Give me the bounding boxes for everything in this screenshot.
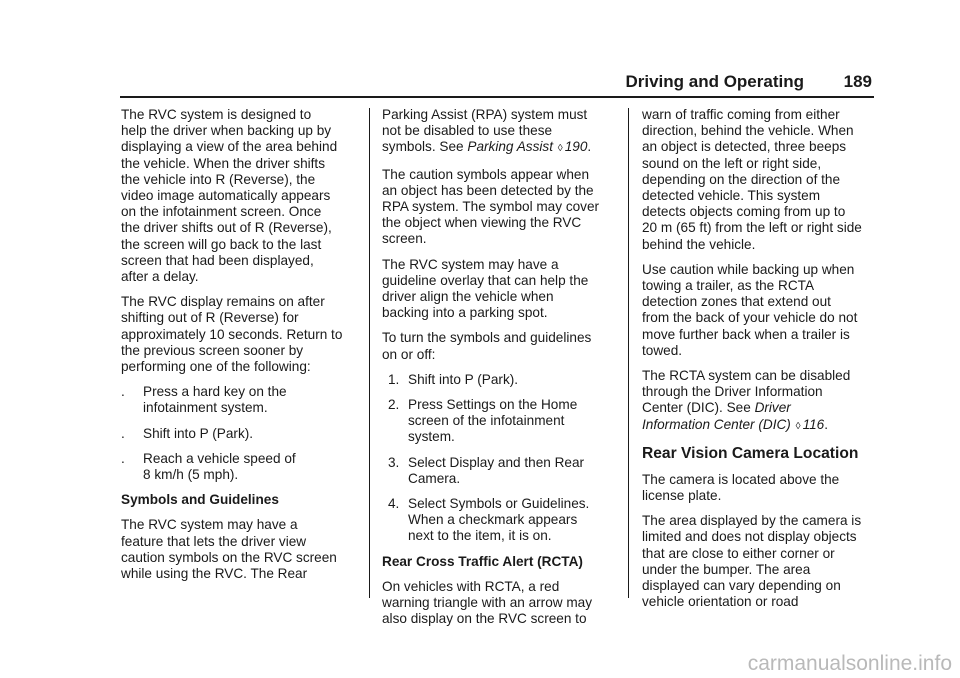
paragraph: The caution symbols appear when an object has been detected by the RPA system. The symbol may cover the object when viewing the RVC screen.: [382, 166, 600, 247]
numbered-step: 3. Select Display and then Rear Camera.: [388, 454, 585, 486]
cross-reference-link[interactable]: Parking Assist: [467, 139, 553, 155]
paragraph: To turn the symbols and guidelines on or off:: [382, 330, 592, 362]
paragraph: Parking Assist (RPA) system must not be disabled to use these symbols. See Parking Assist ◊ 190.: [382, 107, 592, 155]
subheading: Rear Cross Traffic Alert (RCTA): [382, 553, 583, 569]
page-number: 189: [843, 72, 872, 91]
numbered-step: 1. Shift into P (Park).: [388, 371, 519, 387]
paragraph: The RCTA system can be disabled through the Driver Information Center (DIC). See Driver Information Center (DIC) ◊ 116.: [642, 368, 851, 432]
paragraph: The RVC display remains on after shifting out of R (Reverse) for approximately 10 seconds. Return to the previous screen sooner by performing one of the following:: [121, 294, 343, 375]
watermark-text: carmanualsonline.info: [747, 652, 952, 675]
bullet-mark: .: [121, 425, 125, 441]
bullet-mark: .: [121, 384, 125, 400]
page-reference-icon: ◊: [795, 420, 801, 432]
section-heading: Rear Vision Camera Location: [642, 444, 859, 462]
column-divider: [369, 108, 370, 598]
paragraph: The camera is located above the license plate.: [642, 471, 840, 504]
paragraph: The area displayed by the camera is limited and does not display objects that are close to either corner or under the bumper. The area displayed can vary depending on vehicle orientation or road: [642, 513, 862, 610]
numbered-step: 4. Select Symbols or Guidelines. When a checkmark appears next to the item, it is on.: [388, 496, 590, 544]
paragraph: The RVC system is designed to help the driver when backing up by displaying a view of the area behind the vehicle. When the driver shifts the vehicle into R (Reverse), the video image automatically appears on the infotainment screen. Once the driver shifts out of R (Reverse), the screen will go back to the last screen that had been displayed, after a delay.: [121, 107, 338, 285]
bullet-mark: .: [121, 450, 125, 466]
subheading: Symbols and Guidelines: [121, 492, 279, 508]
bullet-item: . Shift into P (Park).: [121, 425, 254, 441]
column-left: [121, 107, 361, 591]
cross-reference-page[interactable]: 190: [564, 139, 588, 155]
numbered-step: 2. Press Settings on the Home screen of the infotainment system.: [388, 397, 578, 445]
cross-reference-link[interactable]: Information Center (DIC): [642, 416, 791, 432]
cross-reference-page[interactable]: 116: [802, 416, 825, 432]
paragraph: The RVC system may have a guideline overlay that can help the driver align the vehicle when backing into a parking spot.: [382, 256, 589, 321]
paragraph: Use caution while backing up when towing a trailer, as the RCTA detection zones that extend out from the back of your vehicle do not move further back when a trailer is towed.: [642, 261, 858, 358]
paragraph: On vehicles with RCTA, a red warning triangle with an arrow may also display on the RVC screen to: [382, 578, 593, 627]
bullet-item: . Reach a vehicle speed of 8 km/h (5 mph).: [121, 450, 296, 483]
bullet-item: . Press a hard key on the infotainment system.: [121, 384, 287, 416]
column-divider: [628, 108, 629, 598]
column-middle: [382, 107, 614, 636]
page-header: [120, 66, 874, 98]
column-right: [642, 107, 880, 619]
section-title: Driving and Operating: [625, 72, 804, 91]
paragraph: The RVC system may have a feature that lets the driver view caution symbols on the RVC screen while using the RVC. The Rear: [121, 517, 337, 582]
page-reference-icon: ◊: [557, 143, 563, 155]
cross-reference-link[interactable]: Driver: [754, 400, 791, 416]
paragraph: warn of traffic coming from either direction, behind the vehicle. When an object is detected, three beeps sound on the left or right side, depending on the direction of the detected vehicle. This system detects objects coming from up to 20 m (65 ft) from the left or right side behind the vehicle.: [642, 107, 862, 252]
